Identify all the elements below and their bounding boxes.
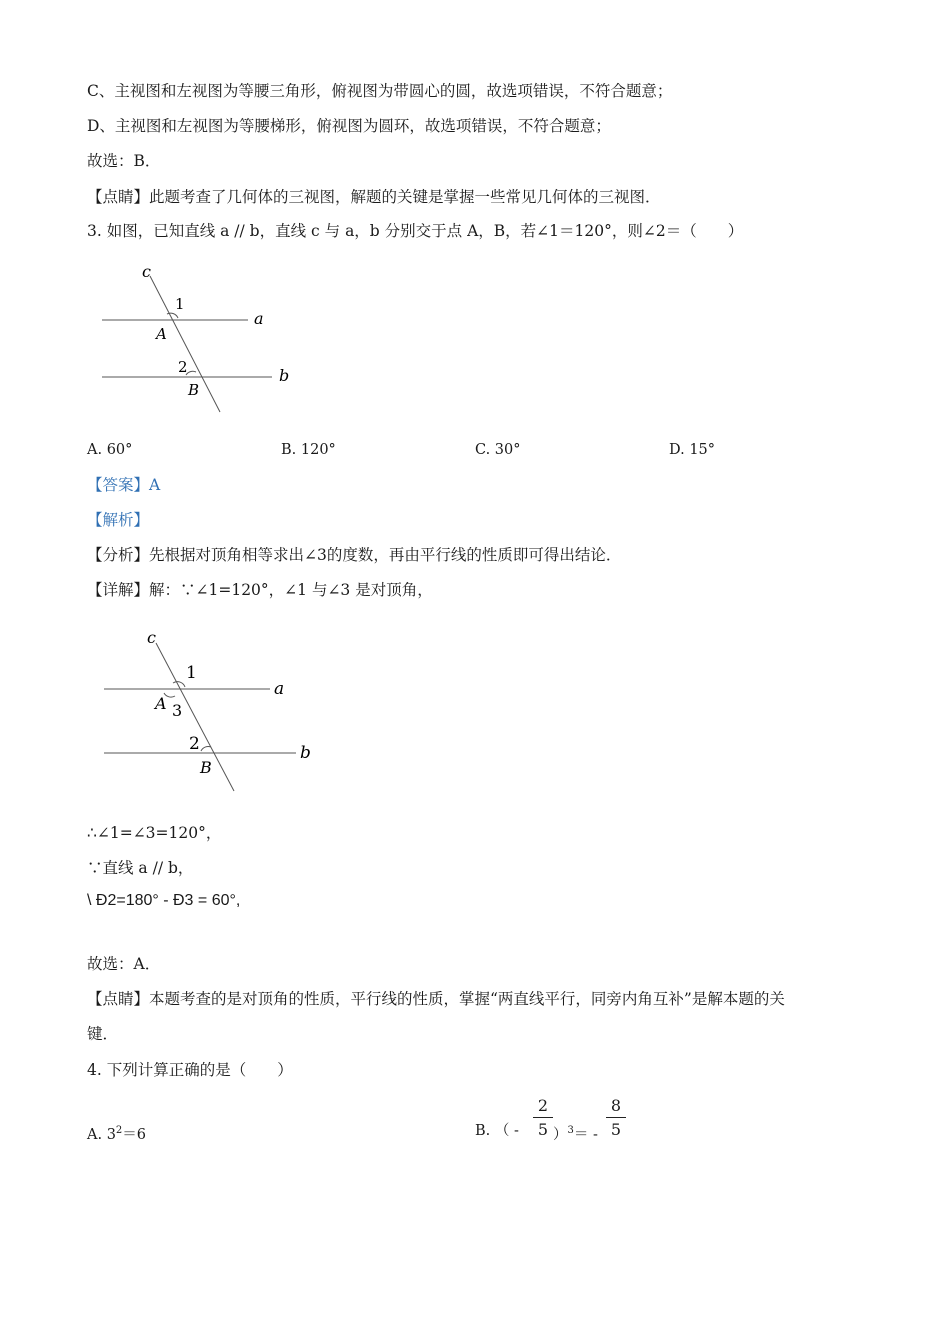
select-b: 故选：B． — [87, 152, 161, 170]
therefore-line: ∴∠1=∠3=120°， — [87, 824, 222, 842]
parallel-lines-figure-2 — [92, 625, 332, 800]
answer-label: 【答案】A — [87, 476, 161, 494]
question-3: 3. 如图，已知直线 a // b，直线 c 与 a，b 分别交于点 A，B，若∠1＝120°，则∠2＝（ ） — [87, 222, 744, 240]
q4-option-a — [87, 1120, 146, 1146]
q4-b-equals: ＝ - — [573, 1126, 598, 1143]
label-2: 2 — [178, 358, 188, 376]
q4-b-numerator-2: 8 — [610, 1096, 622, 1115]
option-d-explanation: D、主视图和左视图为等腰梯形，俯视图为圆环，故选项错误，不符合题意； — [87, 117, 611, 135]
label-b: b — [279, 366, 290, 385]
q4-a-exponent: 2 — [115, 1125, 123, 1136]
q4-b-close-paren: ） — [553, 1126, 568, 1143]
q4-a-prefix: A. 3 — [87, 1126, 116, 1143]
label-1: 1 — [175, 295, 185, 313]
label-B: B — [188, 381, 200, 399]
q4-option-b-prefix: B. （ - — [475, 1123, 519, 1139]
dianjing-note-2: 【点睛】本题考查的是对顶角的性质，平行线的性质，掌握“两直线平行，同旁内角互补”是解本题的关 — [87, 990, 785, 1008]
q4-b-denominator-2: 5 — [610, 1120, 622, 1139]
question-4: 4. 下列计算正确的是（ ） — [87, 1061, 293, 1079]
analysis-label: 【解析】 — [87, 511, 150, 529]
label-2: 2 — [189, 734, 200, 754]
q4-b-numerator-1: 2 — [537, 1096, 549, 1115]
label-A: A — [155, 694, 167, 713]
xiangjie-line: 【详解】解：∵∠1=120°，∠1 与∠3 是对顶角， — [87, 581, 433, 599]
q4-a-suffix: ＝6 — [122, 1126, 147, 1143]
q3-option-c: C. 30° — [475, 442, 521, 458]
label-3: 3 — [172, 701, 183, 720]
q4-b-fraction-1 — [533, 1096, 553, 1139]
q4-b-denominator-1: 5 — [537, 1120, 549, 1139]
label-A: A — [156, 325, 167, 343]
because-line: ∵直线 a // b， — [87, 859, 194, 877]
label-b: b — [300, 743, 311, 763]
label-B: B — [200, 758, 212, 777]
dianjing-note-1: 【点睛】此题考查了几何体的三视图，解题的关键是掌握一些常见几何体的三视图． — [87, 188, 661, 206]
dianjing-note-2-cont: 键． — [87, 1025, 119, 1043]
q3-option-d: D. 15° — [669, 442, 716, 458]
q4-b-exponent: 3 — [567, 1125, 574, 1136]
q4-b-fraction-2 — [606, 1096, 626, 1139]
label-c: c — [147, 628, 156, 647]
garbled-equation: \ Ð2=180° - Ð3 = 60°, — [87, 892, 241, 909]
q3-option-a: A. 60° — [87, 442, 133, 458]
label-a: a — [254, 309, 264, 328]
fenxi-line: 【分析】先根据对顶角相等求出∠3的度数，再由平行线的性质即可得出结论． — [87, 546, 622, 564]
option-c-explanation: C、主视图和左视图为等腰三角形，俯视图为带圆心的圆，故选项错误，不符合题意； — [87, 82, 673, 100]
parallel-lines-figure-1 — [90, 258, 320, 423]
q4-b-mid — [553, 1120, 598, 1146]
label-1: 1 — [186, 663, 197, 683]
label-c: c — [142, 262, 151, 281]
label-a: a — [274, 679, 285, 699]
q3-option-b: B. 120° — [281, 442, 336, 458]
select-a: 故选：A． — [87, 955, 161, 973]
